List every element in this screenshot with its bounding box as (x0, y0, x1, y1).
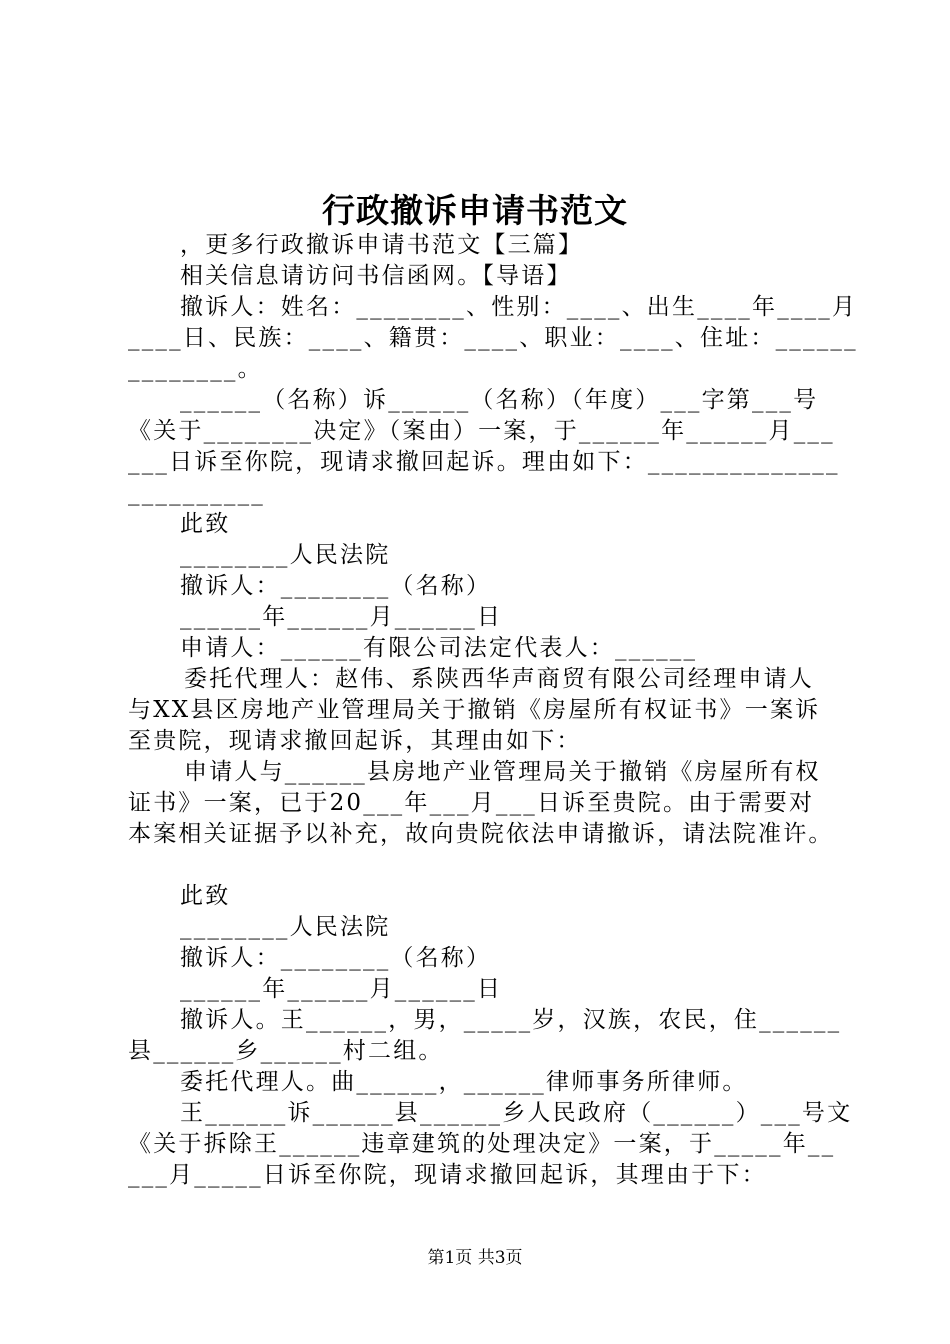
text-line: 与XX县区房地产业管理局关于撤销《房屋所有权证书》一案诉 (128, 697, 821, 723)
text-line: 《关于拆除王______违章建筑的处理决定》一案，于_____年__ (128, 1131, 836, 1157)
text-line: 《关于________决定》（案由）一案，于______年______月___ (128, 418, 835, 444)
text-line: 委托代理人：赵伟、系陕西华声商贸有限公司经理申请人 (184, 666, 814, 692)
text-line: 此致 (180, 511, 231, 537)
text-line: 此致 (180, 883, 231, 909)
text-line: ________。 (128, 356, 263, 382)
text-line: 本案相关证据予以补充，故向贵院依法申请撤诉，请法院准许。 (128, 821, 834, 847)
text-line: __________ (128, 480, 265, 506)
page-number-footer: 第1页 共3页 (427, 1248, 523, 1268)
document-body (128, 230, 858, 1191)
text-line: 申请人：______有限公司法定代表人：______ (180, 635, 698, 661)
text-line: ___日诉至你院，现请求撤回起诉。理由如下：______________ (128, 449, 840, 475)
text-line: 相关信息请访问书信函网。【导语】 (180, 263, 572, 289)
text-line: 撤诉人：姓名：________、性别：____、出生____年____月 (180, 294, 858, 320)
paragraph-gap (128, 850, 834, 881)
text-line: ___月_____日诉至你院，现请求撤回起诉，其理由于下： (128, 1162, 767, 1188)
text-line: ______年______月______日 (180, 976, 503, 1002)
text-line: 委托代理人。曲______，______律师事务所律师。 (180, 1069, 748, 1095)
text-line: 至贵院，现请求撤回起诉，其理由如下： (128, 728, 582, 754)
text-line: 王______诉______县______乡人民政府（______）___号文 (180, 1100, 853, 1126)
text-line: ______（名称）诉______（名称）（年度）___字第___号 (180, 387, 819, 413)
text-line: ________人民法院 (180, 542, 391, 568)
text-line: 证书》一案，已于20___年___月___日诉至贵院。由于需要对 (128, 790, 815, 816)
text-line: ，更多行政撤诉申请书范文【三篇】 (180, 232, 584, 258)
text-line: ________人民法院 (180, 914, 391, 940)
text-line: 撤诉人：________（名称） (180, 573, 492, 599)
text-line: 县______乡______村二组。 (128, 1038, 444, 1064)
text-line: 撤诉人。王______，男，_____岁，汉族，农民，住______ (180, 1007, 842, 1033)
text-line: 申请人与______县房地产业管理局关于撤销《房屋所有权 (184, 759, 821, 785)
text-line: ______年______月______日 (180, 604, 503, 630)
text-line: 撤诉人：________（名称） (180, 945, 492, 971)
text-line: ____日、民族：____、籍贯：____、职业：____、住址：______ (128, 325, 858, 351)
document-title: 行政撤诉申请书范文 (322, 191, 628, 230)
